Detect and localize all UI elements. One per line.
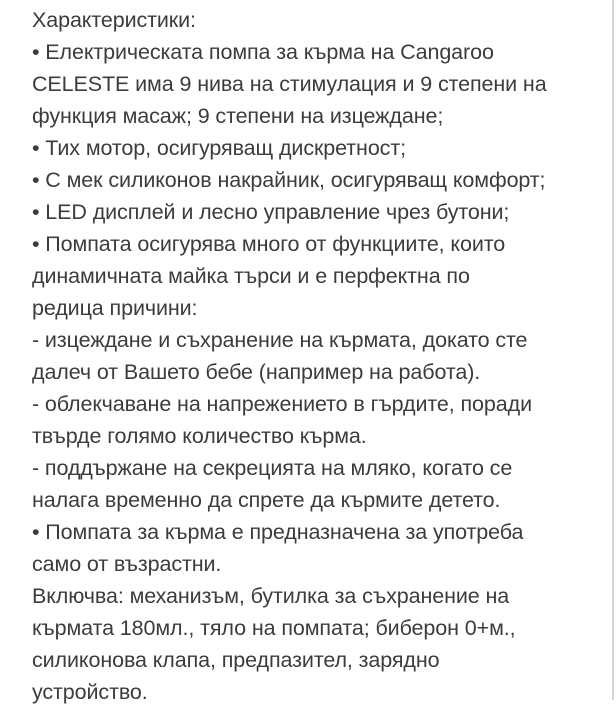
text-line: • Тих мотор, осигуряващ дискретност; bbox=[32, 136, 406, 160]
text-line: силиконова клапа, предпазител, зарядно bbox=[32, 648, 440, 672]
text-line: • Помпата за кърма е предназначена за употреба bbox=[32, 520, 524, 544]
text-line: Включва: механизъм, бутилка за съхранение на bbox=[32, 584, 510, 608]
product-description bbox=[32, 4, 602, 708]
text-line: кърмата 180мл., тяло на помпата; биберон 0+м., bbox=[32, 616, 516, 640]
text-line: - облекчаване на напрежението в гърдите, поради bbox=[32, 392, 532, 416]
text-line: налага временно да спрете да кърмите детето. bbox=[32, 488, 501, 512]
text-line: - поддържане на секрецията на мляко, когато се bbox=[32, 456, 513, 480]
text-line: твърде голямо количество кърма. bbox=[32, 424, 367, 448]
text-line: • Електрическата помпа за кърма на Cangaroo bbox=[32, 40, 494, 64]
text-line: CELESTE има 9 нива на стимулация и 9 степени на bbox=[32, 72, 547, 96]
text-line: далеч от Вашето бебе (например на работа). bbox=[32, 360, 481, 384]
section-heading: Характеристики: bbox=[32, 8, 196, 32]
text-line: само от възрастни. bbox=[32, 552, 222, 576]
text-line: - изцеждане и съхранение на кърмата, докато сте bbox=[32, 328, 528, 352]
text-line: функция масаж; 9 степени на изцеждане; bbox=[32, 104, 444, 128]
text-line: • LED дисплей и лесно управление чрез бутони; bbox=[32, 200, 510, 224]
text-line: редица причини: bbox=[32, 296, 198, 320]
text-line: • С мек силиконов накрайник, осигуряващ комфорт; bbox=[32, 168, 546, 192]
text-line: динамичната майка търси и е перфектна по bbox=[32, 264, 470, 288]
text-line: устройство. bbox=[32, 680, 148, 704]
text-line: • Помпата осигурява много от функциите, които bbox=[32, 232, 506, 256]
